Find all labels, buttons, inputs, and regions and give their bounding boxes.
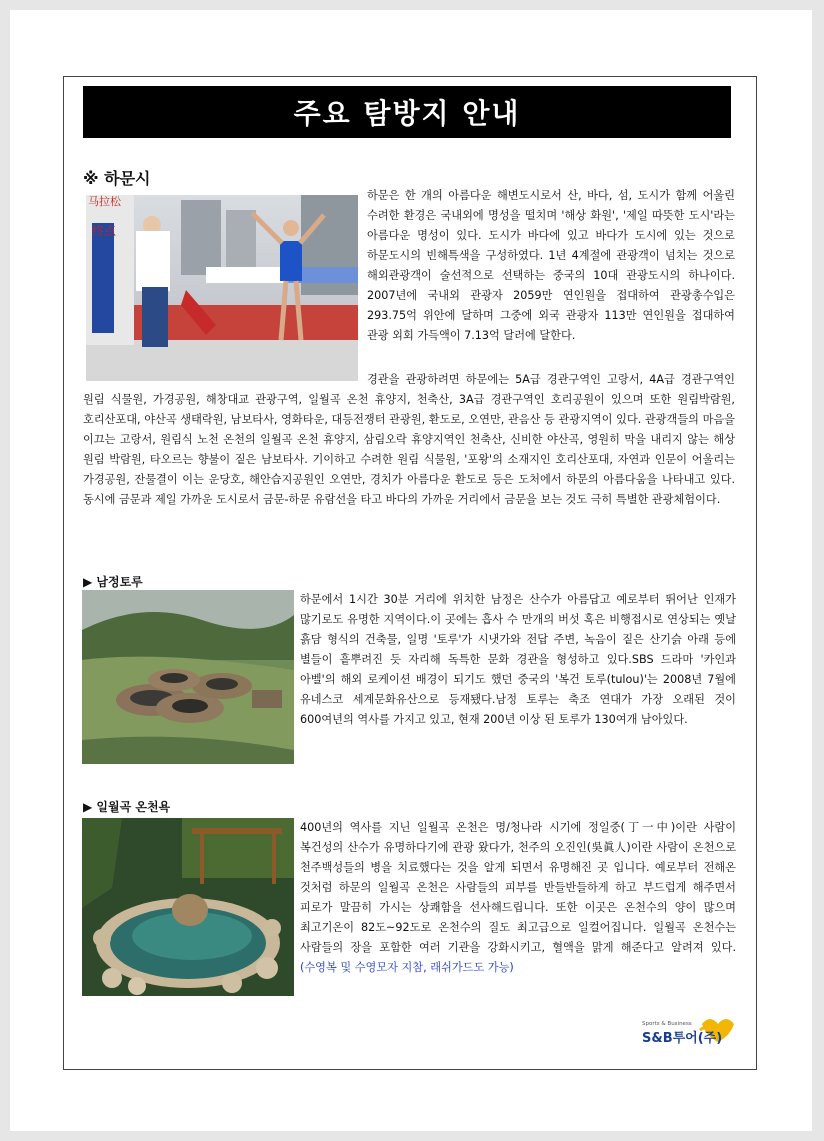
logo-brand-text: S&B투어(주) (642, 1031, 723, 1046)
hot-spring-note: (수영복 및 수영모자 지참, 래쉬가드도 가능) (300, 961, 514, 974)
hot-spring-photo (82, 818, 294, 996)
tulou-paragraph: 하문에서 1시간 30분 거리에 위치한 남정은 산수가 아름답고 예로부터 뛰어난 인재가 많기로도 유명한 지역이다.이 곳에는 흡사 수 만개의 버섯 혹은 비행접시로 연상되는 옛날 흙담 형식의 건축물, 일명 '토루'가 시냇가와 전답 주변, 녹음이 짙은 산기슭 아래 등에 별들이 흩뿌려진 듯 자리해 독특한 문화 경관을 형성하고 있다.SBS 드라마 '카인과 아벨'의 해외 로케이션 배경이 되기도 했던 중국의 '복건 토루(tulou)'는 2008년 7월에 유네스코 세계문화유산으로 등재됐다.남정 토루는 축조 연대가 가장 오래된 것이 600여년의 역사를 가지고 있고, 현재 200년 이상 된 토루가 130여개 남아있다. (300, 593, 736, 726)
xiamen-intro-paragraph: 하문은 한 개의 아름다운 해변도시로서 산, 바다, 섬, 도시가 함께 어울린 수려한 환경은 국내외에 명성을 떨치며 '해상 화원', '제일 따뜻한 도시'라는 아름다운 명성이 있다. 도시가 바다에 있고 바다가 도시에 있는 것으로 하문도시의 빈해특색을 구성하였다. 1년 4계절에 관광객이 넘치는 것으로 해외관광객이 술선적으로 선택하는 중국의 10대 관광도시의 하나이다. 2007년에 국내외 관광자 2059만 연인원을 접대하여 관광총수입은 293.75억 위안에 달하며 그중에 외국 관광자 113만 연인원을 접대하여 관광 외회 가득액이 7.13억 달러에 달한다. (367, 189, 735, 342)
section-title-xiamen: ※ 하문시 (83, 169, 151, 188)
xiamen-attractions-paragraph: 경관을 관광하려면 하문에는 5A급 경관구역인 고랑서, 4A급 경관구역인 원림 식물원, 가경공원, 해창대교 관광구역, 일월곡 온천 휴양지, 천축산, 3A급 경관구역인 호리공원이 있으며 또한 원림박람원, 호리산포대, 야산곡 생태락원, 남보타사, 영화타운, 대등전쟁터 관광원, 환도로, 오연만, 관음산 등 관광지역이 있다. 관광객들의 마음을 이끄는 고랑서, 원림식 노천 온천의 일월곡 온천 휴양지, 삼림오락 휴양지역인 천축산, 신비한 야산곡, 영원히 막을 내리지 않는 해상 원림 박람원, 타오르는 향불이 짙은 남보타사. 기이하고 수려한 원림 식물원, '포왕'의 소재지인 호리산포대, 자연과 인문이 어울리는 가경공원, 잔물결이 이는 운당호, 해안습지공원인 오연만, 경치가 아름다운 환도로 등은 도처에서 하문의 아름다움을 나타내고 있다. 동시에 금문과 제일 가까운 도시로서 금문-하문 유람선을 타고 바다의 가까운 거리에서 금문을 보는 것도 극히 특별한 관광체험이다. (83, 373, 735, 506)
finish-text: 终点 (92, 224, 117, 238)
section-title-tulou: ▶ 남정토루 (83, 575, 143, 589)
banner-text: 马拉松 (88, 195, 121, 208)
section-title-hot-spring: ▶ 일월곡 온천욕 (83, 800, 171, 814)
hot-spring-text: 400년의 역사를 지닌 일월곡 온천은 명/청나라 시기에 정일중(丁一中)이란 사람이 복건성의 산수가 유명하다기에 관광 왔다가, 천주의 오진인(吳眞人)이란 사람이 온천으로 천주백성들의 병을 치료했다는 것을 알게 되면서 유명해진 곳 입니다. 예로부터 전해온 것처럼 하문의 일월곡 온천은 사람들의 피부를 반들반들하게 하고 부드럽게 해주면서 피로가 말끔히 가시는 상쾌함을 선사해드립니다. 또한 이곳은 온천수의 양이 많으며 최고기온이 82도~92도로 온천수의 질도 최고급으로 일컬어집니다. 일월곡 온천수는 사람들의 장을 포함한 여러 기관을 강화시키고, 혈액을 맑게 해준다고 알려져 있다. (300, 821, 736, 954)
marathon-photo (86, 195, 358, 381)
tulou-photo (82, 590, 294, 764)
hot-spring-paragraph (300, 818, 736, 978)
logo-small-text: Sports & Business (642, 1021, 692, 1027)
company-logo (640, 1016, 740, 1046)
page-title: 주요 탐방지 안내 (83, 86, 731, 138)
